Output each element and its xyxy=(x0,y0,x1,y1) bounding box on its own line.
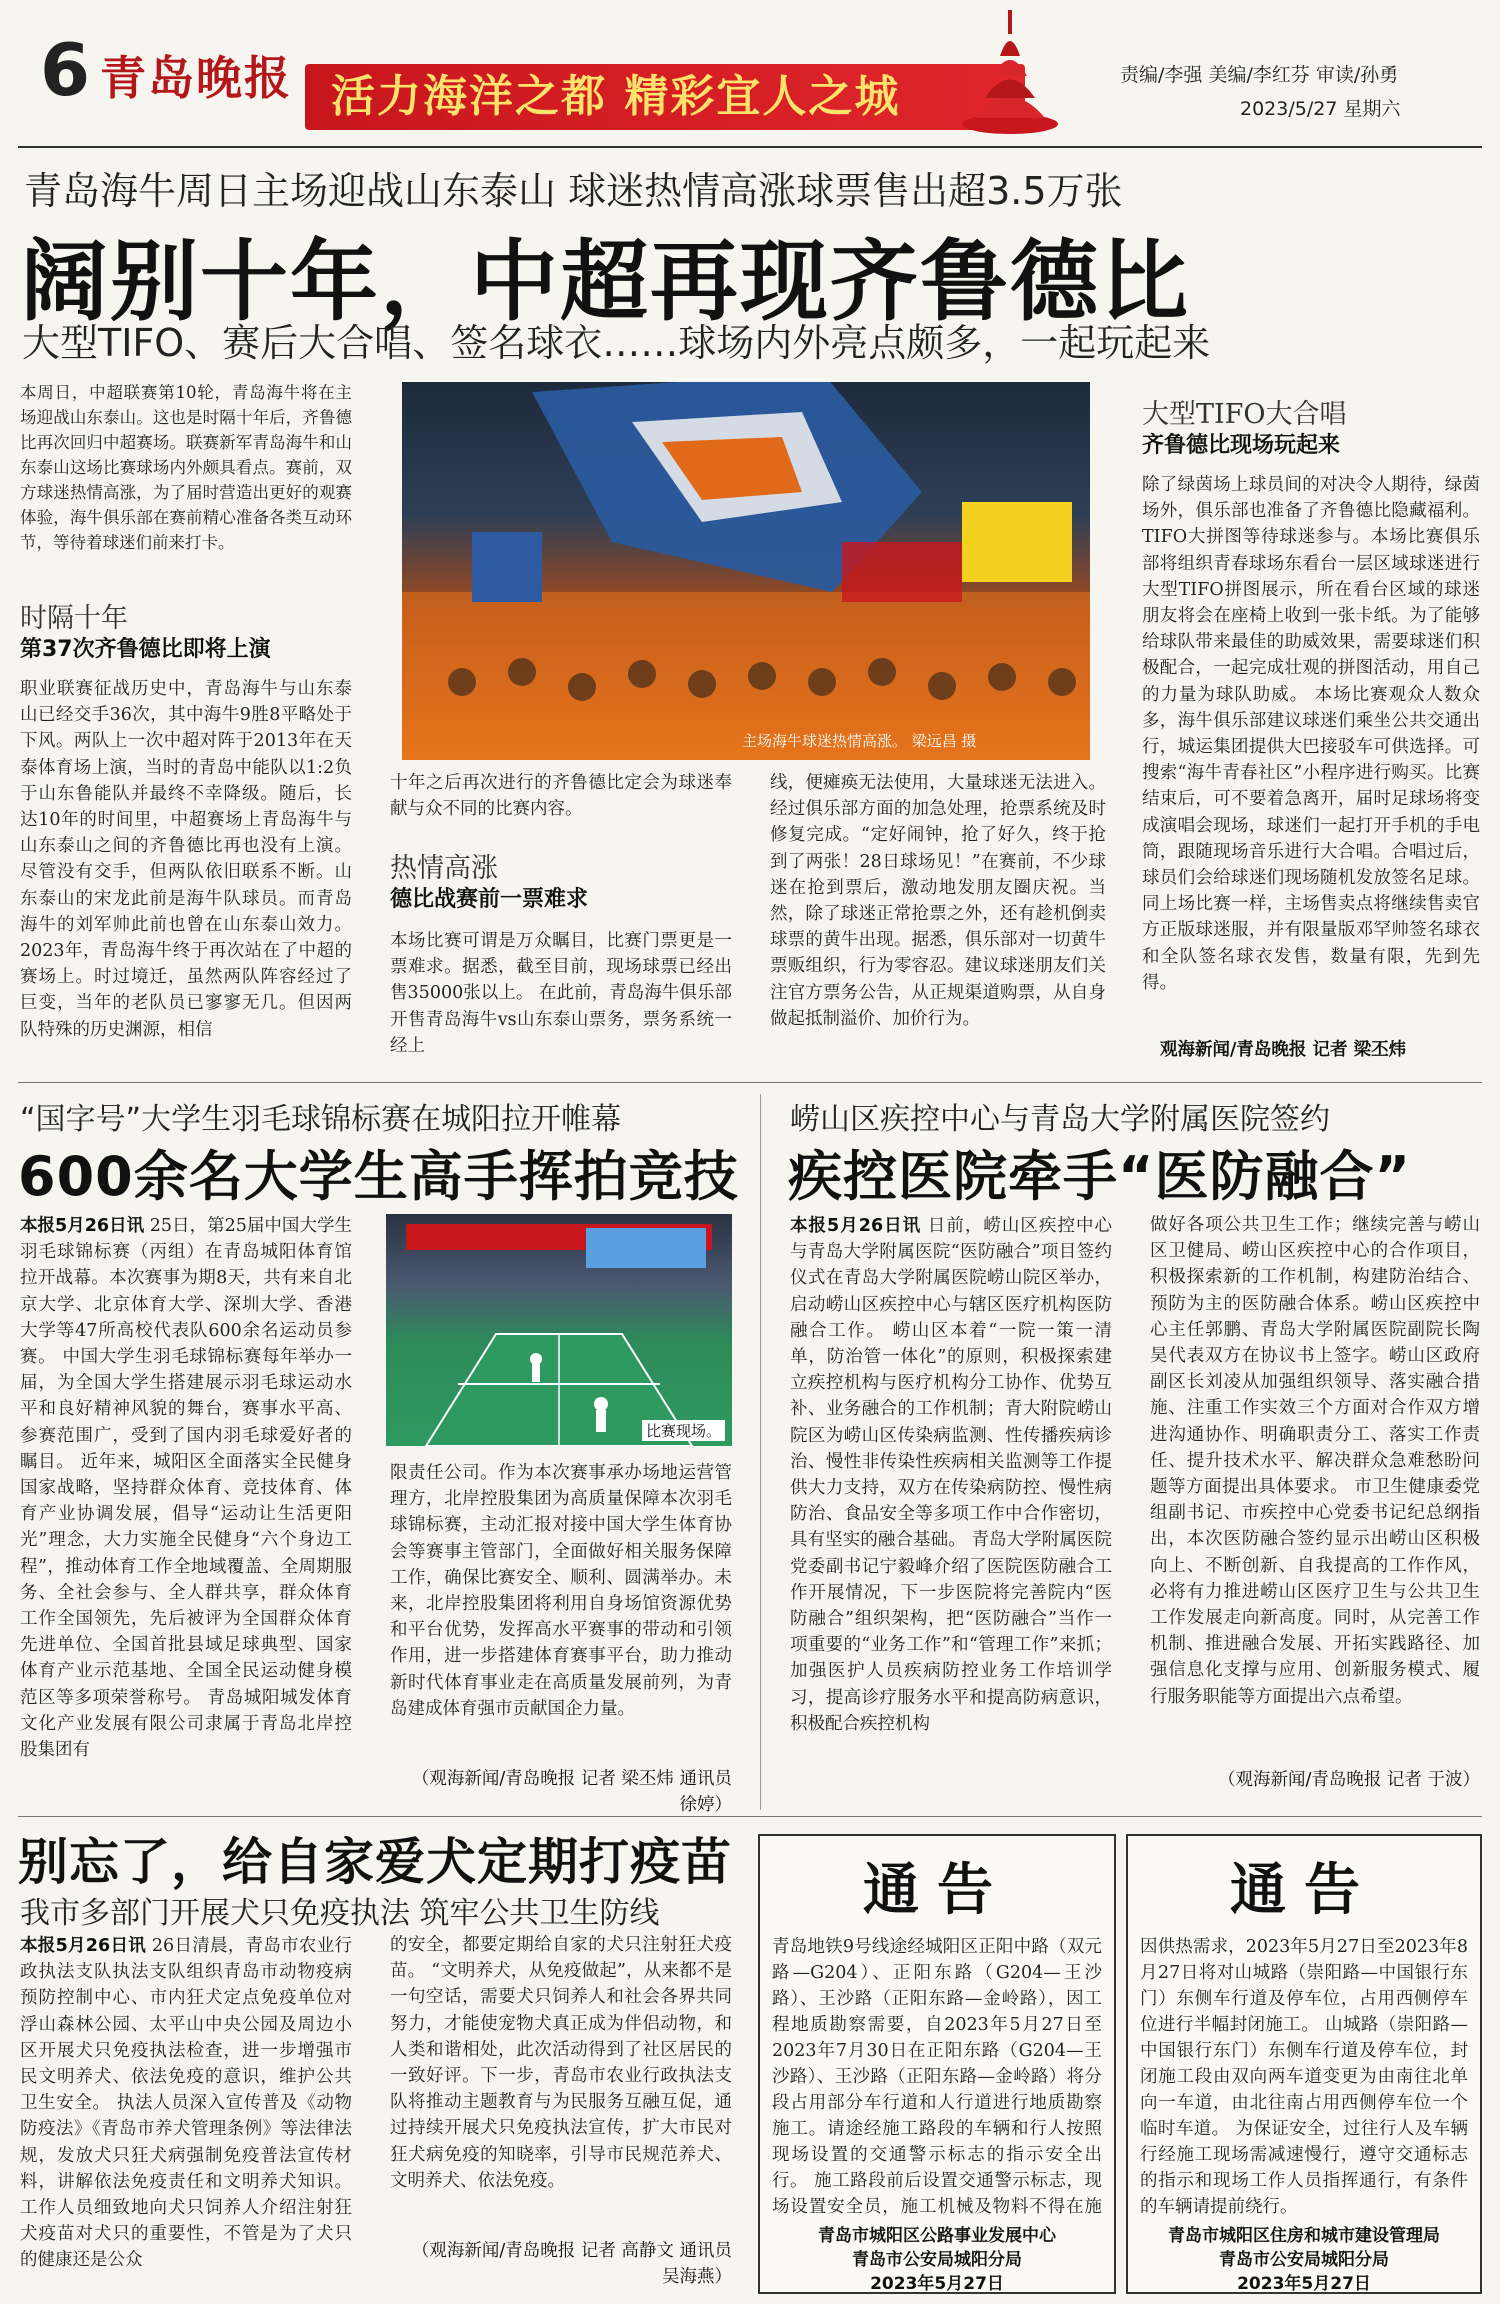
notice2-title: 通告 xyxy=(1230,1858,1378,1923)
section2-text: 本场比赛可谓是万众瞩目，比赛门票更是一票难求。据悉，截至目前，现场球票已经出售35000张以上。 在此前，青岛海牛俱乐部开售青岛海牛vs山东泰山票务，票务系统一经上 xyxy=(390,931,732,1056)
badminton-byline: （观海新闻/青岛晚报 记者 梁丕炜 通讯员 徐婷） xyxy=(411,1769,732,1815)
page-number: 6 xyxy=(40,28,91,112)
badminton-col1-text: 25日，第25届中国大学生羽毛球锦标赛（丙组）在青岛城阳体育馆拉开战幕。本次赛事为期8天，共有来自北京大学、北京体育大学、深圳大学、香港大学等47所高校代表队600余名运动员参赛。 中国大学生羽毛球锦标赛每年举办一届，为全国大学生搭建展示羽毛球运动水平和良好精神风貌的舞台，赛事水平高、参赛范围广，受到了国内羽毛球爱好者的瞩目。 近年来，城阳区全面落实全民健身国家战略，坚持群众体育、竞技体育、体育产业协调发展，倡导“运动让生活更阳光”理念，大力实施全民健身“六个身边工程”，推动体育工作全地域覆盖、全周期服务、全社会参与、全人群共享，群众体育工作全国领先，先后被评为全国群众体育先进单位、全国首批县域足球典型、国家体育产业示范基地、全国全民运动健身模范区等多项荣誉称号。 青岛城阳城发体育文化产业发展有限公司隶属于青岛北岸控股集团有 xyxy=(20,1216,352,1761)
cdc-dateline: 本报5月26日讯 xyxy=(790,1216,922,1236)
badminton-col1 xyxy=(20,1212,352,1818)
lead-kicker: 青岛海牛周日主场迎战山东泰山 球迷热情高涨球票售出超3.5万张 xyxy=(24,169,1123,213)
lead-byline: 观海新闻/青岛晚报 记者 梁丕炜 xyxy=(1160,1040,1407,1060)
notice1-title: 通告 xyxy=(863,1858,1011,1923)
cdc-col1 xyxy=(790,1212,1112,1790)
badminton-photo xyxy=(386,1214,732,1446)
lead-headline: 阔别十年，中超再现齐鲁德比 xyxy=(20,230,1191,333)
notice2-signer-2: 青岛市公安局城阳分局 xyxy=(1219,2250,1389,2270)
court-illustration xyxy=(386,1214,732,1446)
notice1-date: 2023年5月27日 xyxy=(870,2274,1004,2294)
issue-date: 2023/5/27 星期六 xyxy=(1240,98,1401,120)
notice2-date: 2023年5月27日 xyxy=(1237,2274,1371,2294)
stadium-photo xyxy=(402,382,1090,760)
slogan-banner: 活力海洋之都 精彩宜人之城 xyxy=(305,64,1025,130)
section2-title-a: 热情高涨 xyxy=(390,853,498,884)
section-divider-2 xyxy=(18,1816,1482,1817)
dog-byline: （观海新闻/青岛晚报 记者 高静文 通讯员 吴海燕） xyxy=(411,2241,732,2287)
dog-col1-text: 26日清晨，青岛市农业行政执法支队执法支队组织青岛市动物疫病预防控制中心、市内狂犬定点免疫单位对浮山森林公园、太平山中央公园及周边小区开展犬只免疫执法检查，进一步增强市民文明养犬、依法免疫的意识，维护公共卫生安全。 执法人员深入宣传普及《动物防疫法》《青岛市养犬管理条例》等法律法规，发放犬只狂犬病强制免疫普法宣传材料，讲解依法免疫责任和文明养犬知识。工作人员细致地向犬只饲养人介绍注射狂犬疫苗对犬只的重要性，不管是为了犬只的健康还是公众 xyxy=(20,1936,352,2271)
section1-text: 职业联赛征战历史中，青岛海牛与山东泰山已经交手36次，其中海牛9胜8平略处于下风。两队上一次中超对阵于2013年在天泰体育场上演，当时的青岛中能队以1:2负于山东鲁能队并最终不幸降级。随后，长达10年的时间里，中超赛场上青岛海牛与山东泰山之间的齐鲁德比再也没有上演。尽管没有交手，但两队依旧联系不断。山东泰山的宋龙此前是海牛队球员。而青岛海牛的刘军帅此前也曾在山东泰山效力。 2023年，青岛海牛终于再次站在了中超的赛场上。时过境迁，虽然两队阵容经过了巨变，当年的老队员已寥寥无几。但因两队特殊的历史渊源，相信 xyxy=(20,679,352,1040)
badminton-photo-caption: 比赛现场。 xyxy=(642,1420,725,1441)
column-divider xyxy=(760,1094,761,1810)
notice1-signer-2: 青岛市公安局城阳分局 xyxy=(852,2250,1022,2270)
notice2-signer-1: 青岛市城阳区住房和城市建设管理局 xyxy=(1168,2226,1440,2246)
dog-col1 xyxy=(20,1932,352,2292)
section3-title-b: 齐鲁德比现场玩起来 xyxy=(1142,433,1341,458)
lead-photo-caption: 主场海牛球迷热情高涨。 梁远昌 摄 xyxy=(742,732,977,750)
section3-text: 除了绿茵场上球员间的对决令人期待，绿茵场外，俱乐部也准备了齐鲁德比隐藏福利。TIFO大拼图等待球迷参与。本场比赛俱乐部将组织青春球场东看台一层区域球迷进行大型TIFO拼图展示，所在看台区域的球迷朋友将会在座椅上收到一张卡纸。为了能够给球队带来最佳的助威效果，需要球迷们积极配合，一起完成壮观的拼图活动，用自己的力量为球队助威。 本场比赛观众人数众多，海牛俱乐部建议球迷们乘坐公共交通出行，城运集团提供大巴接驳车可供选择。可搜索“海牛青春社区”小程序进行购买。比赛结束后，可不要着急离开，届时足球场将变成演唱会现场，球迷们一起打开手机的手电筒，跟随现场音乐进行大合唱。合唱过后，球员们会给球迷们现场随机发放签名足球。同上场比赛一样，主场售卖点将继续售卖官方正版球迷服，并有限量版邓罕帅签名球衣和全队签名球衣发售，数量有限，先到先得。 xyxy=(1142,475,1480,993)
badminton-headline: 600余名大学生高手挥拍竞技 xyxy=(18,1145,739,1208)
section1-title-a: 时隔十年 xyxy=(20,603,128,634)
section3-title-a: 大型TIFO大合唱 xyxy=(1142,399,1347,430)
section-divider xyxy=(18,1082,1482,1083)
badminton-kicker: “国字号”大学生羽毛球锦标赛在城阳拉开帷幕 xyxy=(20,1102,622,1137)
badminton-col2: 限责任公司。作为本次赛事承办场地运营管理方，北岸控股集团为高质量保障本次羽毛球锦标赛，主动汇报对接中国大学生体育协会等赛事主管部门，全面做好相关服务保障工作，确保比赛安全、顺利、圆满举办。未来，北岸控股集团将利用自身场馆资源优势和平台优势，发挥高水平赛事的带动和引领作用，进一步搭建体育赛事平台，助力推动新时代体育事业走在高质量发展前列，为青岛建成体育强市贡献国企力量。 xyxy=(390,1463,732,1719)
dog-headline: 别忘了，给自家爱犬定期打疫苗 xyxy=(18,1833,732,1891)
col2-text: 十年之后再次进行的齐鲁德比定会为球迷奉献与众不同的比赛内容。 xyxy=(390,773,732,820)
notice1-text: 青岛地铁9号线途经城阳区正阳中路（双元路—G204）、正阳东路（G204—王沙路）、王沙路（正阳东路—金岭路），因工程地质勘察需要，自2023年5月27日至2023年7月30日在正阳东路（G204—王沙路）、王沙路（正阳东路—金岭路）将分段占用部分车行道和人行道进行地质勘察施工。请途经施工路段的车辆和行人按照现场设置的交通警示标志的指示安全出行。 施工路段前后设置交通警示标志，现场设置安全员，施工机械及物料不得在施 xyxy=(772,1937,1102,2217)
notice1-signer-1: 青岛市城阳区公路事业发展中心 xyxy=(818,2226,1056,2246)
col3-text: 线，便瘫痪无法使用，大量球迷无法进入。经过俱乐部方面的加急处理，抢票系统及时修复完成。“定好闹钟，抢了好久，终于抢到了两张！28日球场见！”在赛前，不少球迷在抢到票后，激动地发朋友圈庆祝。当然，除了球迷正常抢票之外，还有趁机倒卖球票的黄牛出现。据悉，俱乐部对一切黄牛票贩组织，行为零容忍。建议球迷朋友们关注官方票务公告，从正规渠道购票，从自身做起抵制溢价、加价行为。 xyxy=(770,773,1106,1029)
badminton-dateline: 本报5月26日讯 xyxy=(20,1216,145,1236)
masthead-rule xyxy=(18,146,1482,148)
lead-subhead: 大型TIFO、赛后大合唱、签名球衣……球场内外亮点颇多，一起玩起来 xyxy=(22,321,1211,365)
notice-box-1 xyxy=(758,1834,1116,2294)
cdc-headline: 疾控医院牵手“医防融合” xyxy=(788,1145,1411,1208)
tower-logo-icon xyxy=(955,6,1065,136)
cdc-col2: 做好各项公共卫生工作；继续完善与崂山区卫健局、崂山区疾控中心的合作项目，积极探索新的工作机制，构建防治结合、预防为主的医防融合体系。崂山区疾控中心主任郭鹏、青岛大学附属医院副院长陶昊代表双方在协议书上签字。崂山区政府副区长刘凌从加强组织领导、落实融合措施、注重工作实效三个方面对合作双方增进沟通协作、明确职责分工、落实工作责任、提升技术水平、解决群众急难愁盼问题等方面提出具体要求。 市卫生健康委党组副书记、市疾控中心党委书记纪总纲指出，本次医防融合签约显示出崂山区积极向上、不断创新、自我提高的工作作风，必将有力推进崂山区医疗卫生与公共卫生工作发展走向新高度。同时，从完善工作机制、推进融合发展、开拓实践路径、加强信息化支撑与应用、创新服务模式、履行服务职能等方面提出六点希望。 xyxy=(1150,1215,1480,1707)
lead-intro: 本周日，中超联赛第10轮，青岛海牛将在主场迎战山东泰山。这也是时隔十年后，齐鲁德比再次回归中超赛场。联赛新军青岛海牛和山东泰山这场比赛球场内外颇具看点。赛前，双方球迷热情高涨，为了届时营造出更好的观赛体验，海牛俱乐部在赛前精心准备各类互动环节，等待着球迷们前来打卡。 xyxy=(20,383,352,552)
cdc-kicker: 崂山区疾控中心与青岛大学附属医院签约 xyxy=(790,1102,1330,1137)
cdc-col1-text: 日前，崂山区疾控中心与青岛大学附属医院“医防融合”项目签约仪式在青岛大学附属医院崂山院区举办，启动崂山区疾控中心与辖区医疗机构医防融合工作。 崂山区本着“一院一策一清单，防治管一体化”的原则，积极探索建立疾控机构与医疗机构分工协作、优势互补、业务融合的工作机制；青大附院崂山院区为崂山区传染病监测、性传播疾病诊治、慢性非传染性疾病相关监测等工作提供大力支持，双方在传染病防控、慢性病防治、食品安全等多项工作中合作密切，具有坚实的融合基础。 青岛大学附属医院党委副书记宁毅峰介绍了医院医防融合工作开展情况，下一步医院将完善院内“医防融合”组织架构，把“医防融合”当作一项重要的“业务工作”和“管理工作”来抓；加强医护人员疾病防控业务工作培训学习，提高诊疗服务水平和提高防病意识，积极配合疾控机构 xyxy=(790,1216,1112,1734)
notice2-text: 因供热需求，2023年5月27日至2023年8月27日将对山城路（崇阳路—中国银行东门）东侧车行道及停车位，占用西侧停车位进行半幅封闭施工。 山城路（崇阳路—中国银行东门）东侧车行道及停车位，封闭施工段由双向两车道变更为由南往北单向一车道，由北往南占用西侧停车位一个临时车道。 为保证安全，过往行人及车辆行经施工现场需减速慢行，遵守交通标志的指示和现场工作人员指挥通行，有条件的车辆请提前绕行。 xyxy=(1140,1937,1468,2217)
notice-box-2 xyxy=(1126,1834,1482,2294)
editor-credits: 责编/李强 美编/李红芬 审读/孙勇 xyxy=(1120,64,1399,86)
cdc-byline: （观海新闻/青岛晚报 记者 于波） xyxy=(1217,1770,1480,1790)
dog-col2: 的安全，都要定期给自家的犬只注射狂犬疫苗。 “文明养犬，从免疫做起”，从来都不是一句空话，需要犬只饲养人和社会各界共同努力，才能使宠物犬真正成为伴侣动物，和人类和谐相处，此次活动得到了社区居民的一致好评。下一步，青岛市农业行政执法支队将推动主题教育与为民服务互融互促，通过持续开展犬只免疫执法宣传，扩大市民对狂犬病免疫的知晓率，引导市民规范养犬、文明养犬、依法免疫。 xyxy=(390,1935,732,2191)
section1-title-b: 第37次齐鲁德比即将上演 xyxy=(20,637,271,662)
fans-flag-illustration xyxy=(402,382,1090,760)
newspaper-name: 青岛晚报 xyxy=(100,51,292,105)
dog-dateline: 本报5月26日讯 xyxy=(20,1936,147,1956)
section2-title-b: 德比战赛前一票难求 xyxy=(390,887,589,912)
dog-subhead: 我市多部门开展犬只免疫执法 筑牢公共卫生防线 xyxy=(20,1896,660,1931)
